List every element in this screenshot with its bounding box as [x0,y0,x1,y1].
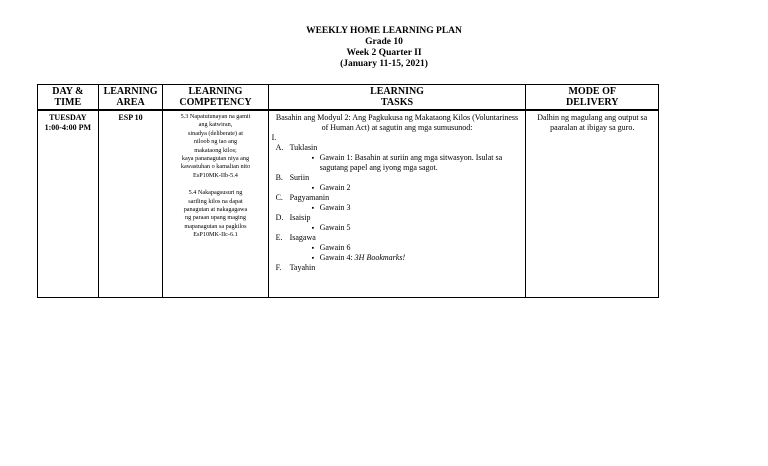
header-day-line1: DAY & [52,86,84,97]
step-letter: D. [275,213,284,222]
comp-a-line: kaya pananagutan niya ang [181,155,250,163]
comp-b-line: panagutan at nakagagawa [183,206,248,214]
activity-item-gawain-4 [312,253,523,263]
task-step [272,143,523,173]
time-label: 1:00-4:00 PM [44,123,92,132]
activity-item: ▪ Gawain 3 [312,203,523,213]
task-step [272,193,523,213]
step-activities [290,183,523,193]
comp-a-line: kawastuhan o kamalian nito [180,163,251,171]
cell-learning-area [98,110,163,298]
plan-title: WEEKLY HOME LEARNING PLAN [306,26,462,36]
comp-b-code: EsP10MK-IIc-6.1 [193,231,238,239]
competency-5-4 [166,189,264,239]
comp-a-line: makataong kilos; [194,146,237,154]
gawain4-title: 3H Bookmarks! [354,253,406,262]
comp-a-line: sinadya (deliberate) at [187,129,243,137]
step-activities [290,153,523,173]
cell-day-time [38,110,99,298]
step-letter: E. [275,233,283,242]
step-letter: A. [275,143,284,152]
mode-text: Dalhin ng magulang ang output sa paaralan at ibigay sa guro. [537,113,648,132]
task-step [272,173,523,193]
header-mode-line1: MODE OF [568,86,616,97]
activity-item: ▪ Gawain 2 [312,183,523,193]
header-tasks-line2: TASKS [380,97,414,108]
table-header-row [38,85,659,111]
step-label: Pagyamanin [289,193,330,202]
step-activities [290,223,523,233]
header-learning-tasks [268,85,526,111]
step-letter: F. [275,263,282,272]
activity-item: ▪ Gawain 5 [312,223,523,233]
header-comp-line1: LEARNING [188,86,243,97]
step-label: Isaisip [289,213,311,222]
task-step [272,233,523,263]
plan-dates: (January 11-15, 2021) [340,59,428,69]
plan-header [0,26,768,70]
tasks-roman-numeral: I. [271,133,277,142]
competency-5-3 [166,113,264,180]
tasks-intro: Basahin ang Modyul 2: Ang Pagkukusa ng Makataong Kilos (Voluntariness of Human Act) at sagutin ang mga sumusunod: [275,113,519,132]
comp-b-line: 5.4 Nakapagsusuri ng [188,189,243,197]
table-row [38,110,659,298]
header-area-line2: AREA [116,97,145,108]
header-area-line1: LEARNING [103,86,158,97]
learning-plan-table [37,84,659,298]
step-label: Tayahin [289,263,316,272]
comp-a-line: ang katwiran, [198,121,233,129]
header-day-time [38,85,99,111]
cell-learning-competency [163,110,268,298]
comp-a-line: 5.3 Napatutunayan na gamit [180,113,251,120]
plan-week: Week 2 Quarter II [346,48,422,58]
comp-b-line: sariling kilos na dapat [188,197,243,205]
plan-grade: Grade 10 [365,37,403,47]
cell-mode-of-delivery [526,110,659,298]
cell-learning-tasks [268,110,526,298]
header-learning-area [98,85,163,111]
header-mode-line2: DELIVERY [566,97,619,108]
step-letter: C. [275,193,283,202]
activity-item: ▪ Gawain 1: Basahin at suriin ang mga sitwasyon. Isulat sa sagutang papel ang iyong mga sagot. [312,153,523,173]
header-comp-line2: COMPETENCY [179,97,252,108]
comp-a-line: niloob ng tao ang [193,138,238,146]
header-mode-of-delivery [526,85,659,111]
comp-b-line: mapanagutan sa pagkilos [184,222,247,230]
gawain4-prefix: Gawain 4: [319,253,355,262]
step-letter: B. [275,173,283,182]
step-label: Suriin [289,173,310,182]
activity-item: ▪ Gawain 6 [312,243,523,253]
task-step [272,263,523,273]
comp-b-line: ng paraan upang maging [184,214,246,222]
day-label: TUESDAY [49,113,87,122]
step-activities [290,203,523,213]
header-day-line2: TIME [54,97,82,108]
header-learning-competency [163,85,268,111]
step-label: Isagawa [289,233,316,242]
step-label: Tuklasin [289,143,318,152]
task-steps-list [272,143,523,273]
area-label: ESP 10 [118,113,143,122]
task-step [272,213,523,233]
comp-a-code: EsP10MK-IIb-5.4 [193,171,238,179]
step-activities [290,243,523,263]
header-tasks-line1: LEARNING [370,86,424,97]
